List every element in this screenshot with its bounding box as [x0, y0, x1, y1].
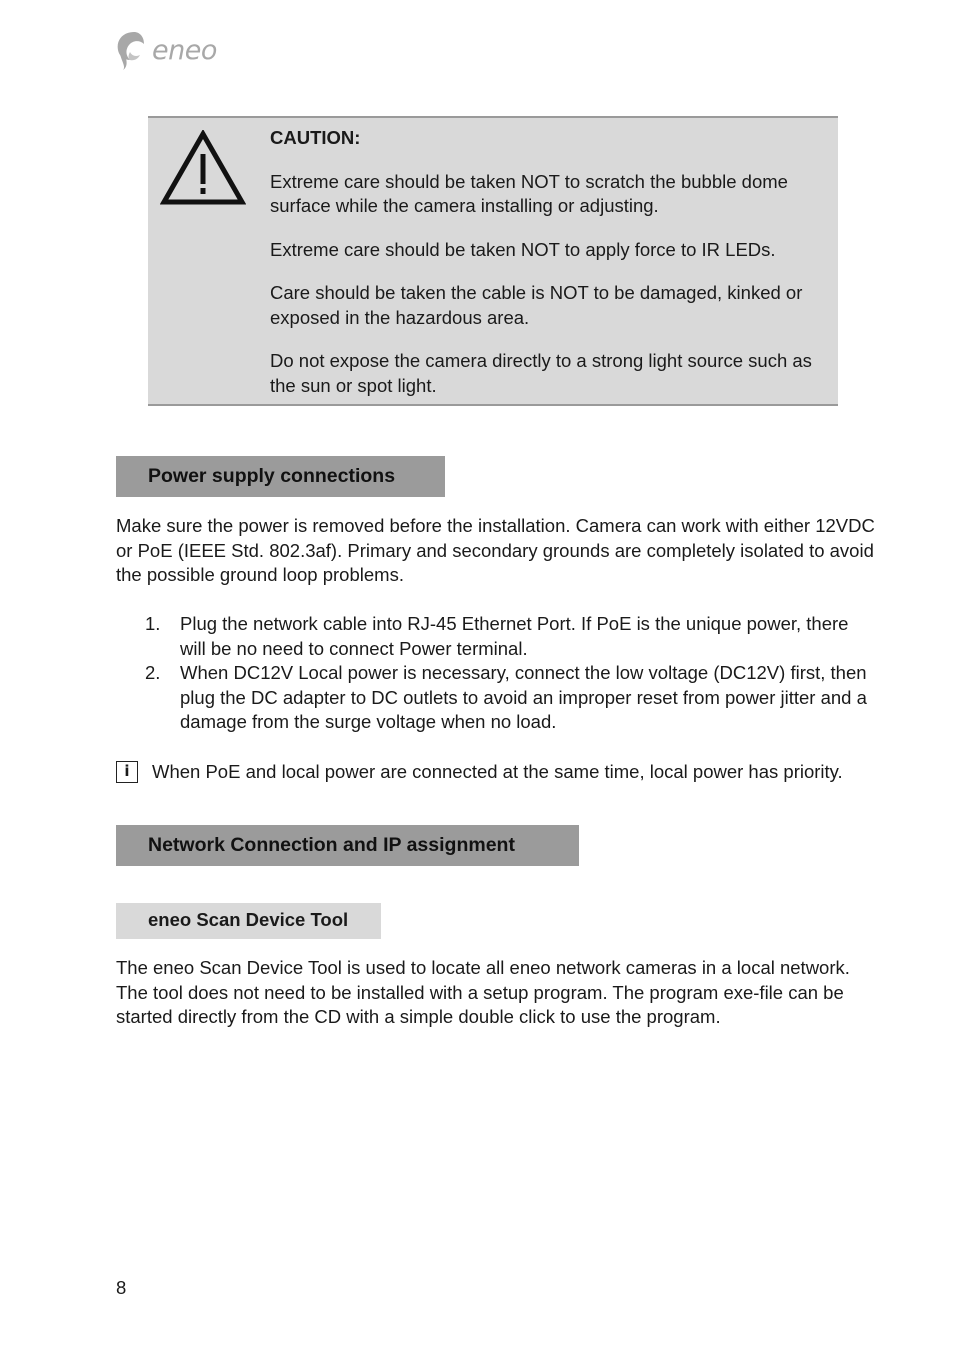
step-number: 1.: [145, 613, 161, 634]
list-item: [145, 661, 875, 735]
caution-box: [148, 116, 838, 406]
scan-tool-paragraph: The eneo Scan Device Tool is used to locate all eneo network cameras in a local network. The tool does not need to be installed with a setup program. The program exe-file can be started directly from the CD with a simple double click to use the program.: [116, 957, 850, 1027]
power-steps-list: [145, 612, 875, 735]
caution-paragraph: Extreme care should be taken NOT to scratch the bubble dome surface while the camera installing or adjusting.: [270, 170, 788, 216]
scan-tool-subheading: eneo Scan Device Tool: [116, 903, 381, 939]
power-intro-paragraph: Make sure the power is removed before the installation. Camera can work with either 12VDC or PoE (IEEE Std. 802.3af). Primary and secondary grounds are completely isolated to avoid the possible ground loop problems.: [116, 515, 875, 585]
caution-paragraph: Do not expose the camera directly to a strong light source such as the sun or spot light.: [270, 350, 812, 396]
caution-text: [270, 126, 825, 417]
step-text: Plug the network cable into RJ-45 Ethernet Port. If PoE is the unique power, there will be no need to connect Power terminal.: [180, 613, 849, 659]
logo-wordmark: eneo: [152, 34, 217, 66]
info-note: [116, 760, 896, 785]
info-note-text: When PoE and local power are connected at the same time, local power has priority.: [152, 761, 843, 782]
caution-paragraph: Care should be taken the cable is NOT to be damaged, kinked or exposed in the hazardous area.: [270, 282, 803, 328]
network-connection-heading: Network Connection and IP assignment: [116, 825, 579, 866]
info-icon: i: [116, 761, 138, 783]
caution-title: CAUTION:: [270, 127, 361, 148]
eneo-swirl-logo-icon: [114, 30, 148, 70]
list-item: [145, 612, 875, 661]
warning-triangle-icon: [160, 130, 246, 206]
caution-paragraph: Extreme care should be taken NOT to apply force to IR LEDs.: [270, 238, 776, 260]
page-number: 8: [116, 1277, 127, 1298]
power-supply-heading: Power supply connections: [116, 456, 445, 497]
step-text: When DC12V Local power is necessary, connect the low voltage (DC12V) first, then plug the DC adapter to DC outlets to avoid an improper reset from power jitter and a damage from the surge voltage when no load.: [180, 662, 867, 732]
brand-logo: [114, 30, 217, 70]
step-number: 2.: [145, 662, 161, 683]
